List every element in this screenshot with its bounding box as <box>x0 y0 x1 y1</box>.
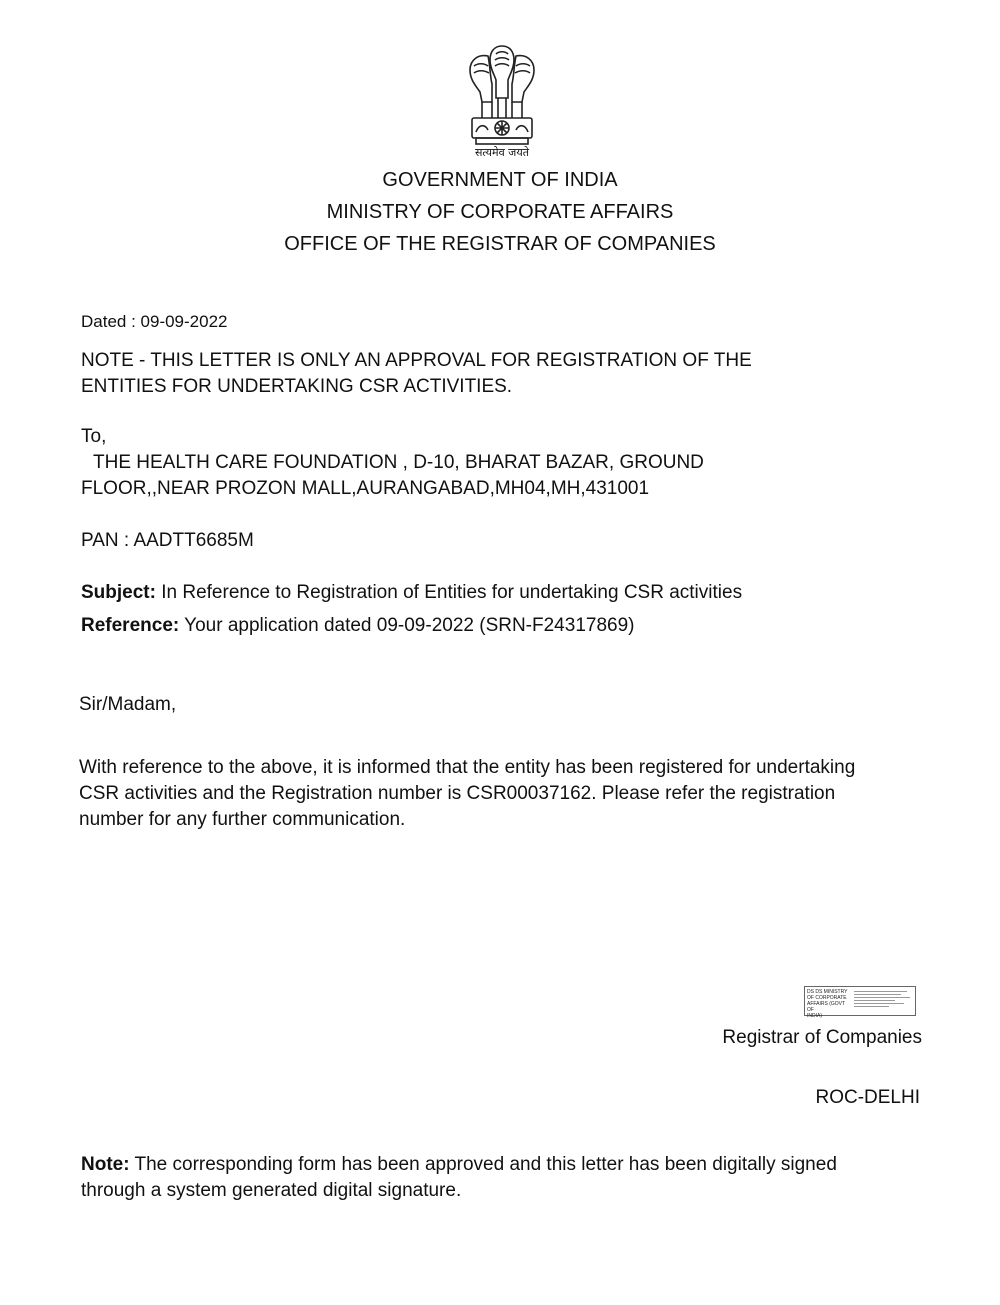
national-emblem <box>452 40 552 166</box>
reference-text: Your application dated 09-09-2022 (SRN-F24317869) <box>179 615 635 636</box>
header-government: GOVERNMENT OF INDIA <box>382 169 618 191</box>
subject-label: Subject: <box>81 582 156 603</box>
subject <box>81 580 742 606</box>
body-line1: With reference to the above, it is informed that the entity has been registered for undertaking <box>79 757 856 778</box>
signatory-office: ROC-DELHI <box>815 1087 920 1108</box>
address-to: To, <box>81 426 107 447</box>
header-office: OFFICE OF THE REGISTRAR OF COMPANIES <box>284 233 716 255</box>
note-bottom-line1 <box>81 1152 837 1178</box>
note-top-line2: ENTITIES FOR UNDERTAKING CSR ACTIVITIES. <box>81 376 513 397</box>
dated: Dated : 09-09-2022 <box>81 312 228 331</box>
reference <box>81 613 634 639</box>
address-line2: FLOOR,,NEAR PROZON MALL,AURANGABAD,MH04,MH,431001 <box>81 478 650 499</box>
reference-label: Reference: <box>81 615 180 636</box>
subject-text: In Reference to Registration of Entities for undertaking CSR activities <box>155 582 743 603</box>
note-bottom-line2: through a system generated digital signature. <box>81 1180 462 1201</box>
address-line1: THE HEALTH CARE FOUNDATION , D-10, BHARAT BAZAR, GROUND <box>93 452 704 473</box>
body-line3: number for any further communication. <box>79 809 406 830</box>
note-bottom-text: The corresponding form has been approved and this letter has been digitally signed <box>129 1154 837 1175</box>
signature-detail-lines <box>854 989 913 1013</box>
digital-signature-stamp <box>804 986 916 1019</box>
salutation: Sir/Madam, <box>79 694 177 715</box>
pan: PAN : AADTT6685M <box>81 530 254 551</box>
note-bottom-label: Note: <box>81 1154 130 1175</box>
emblem-motto: सत्यमेव जयते <box>474 146 529 159</box>
signatory-title: Registrar of Companies <box>722 1027 922 1048</box>
header-ministry: MINISTRY OF CORPORATE AFFAIRS <box>326 201 674 223</box>
body-line2: CSR activities and the Registration number is CSR00037162. Please refer the registration <box>79 783 836 804</box>
note-top-line1: NOTE - THIS LETTER IS ONLY AN APPROVAL FOR REGISTRATION OF THE <box>81 350 752 371</box>
signature-stamp-text: DS DS MINISTRY OF CORPORATE AFFAIRS (GOVT OF INDIA) <box>807 989 848 1019</box>
